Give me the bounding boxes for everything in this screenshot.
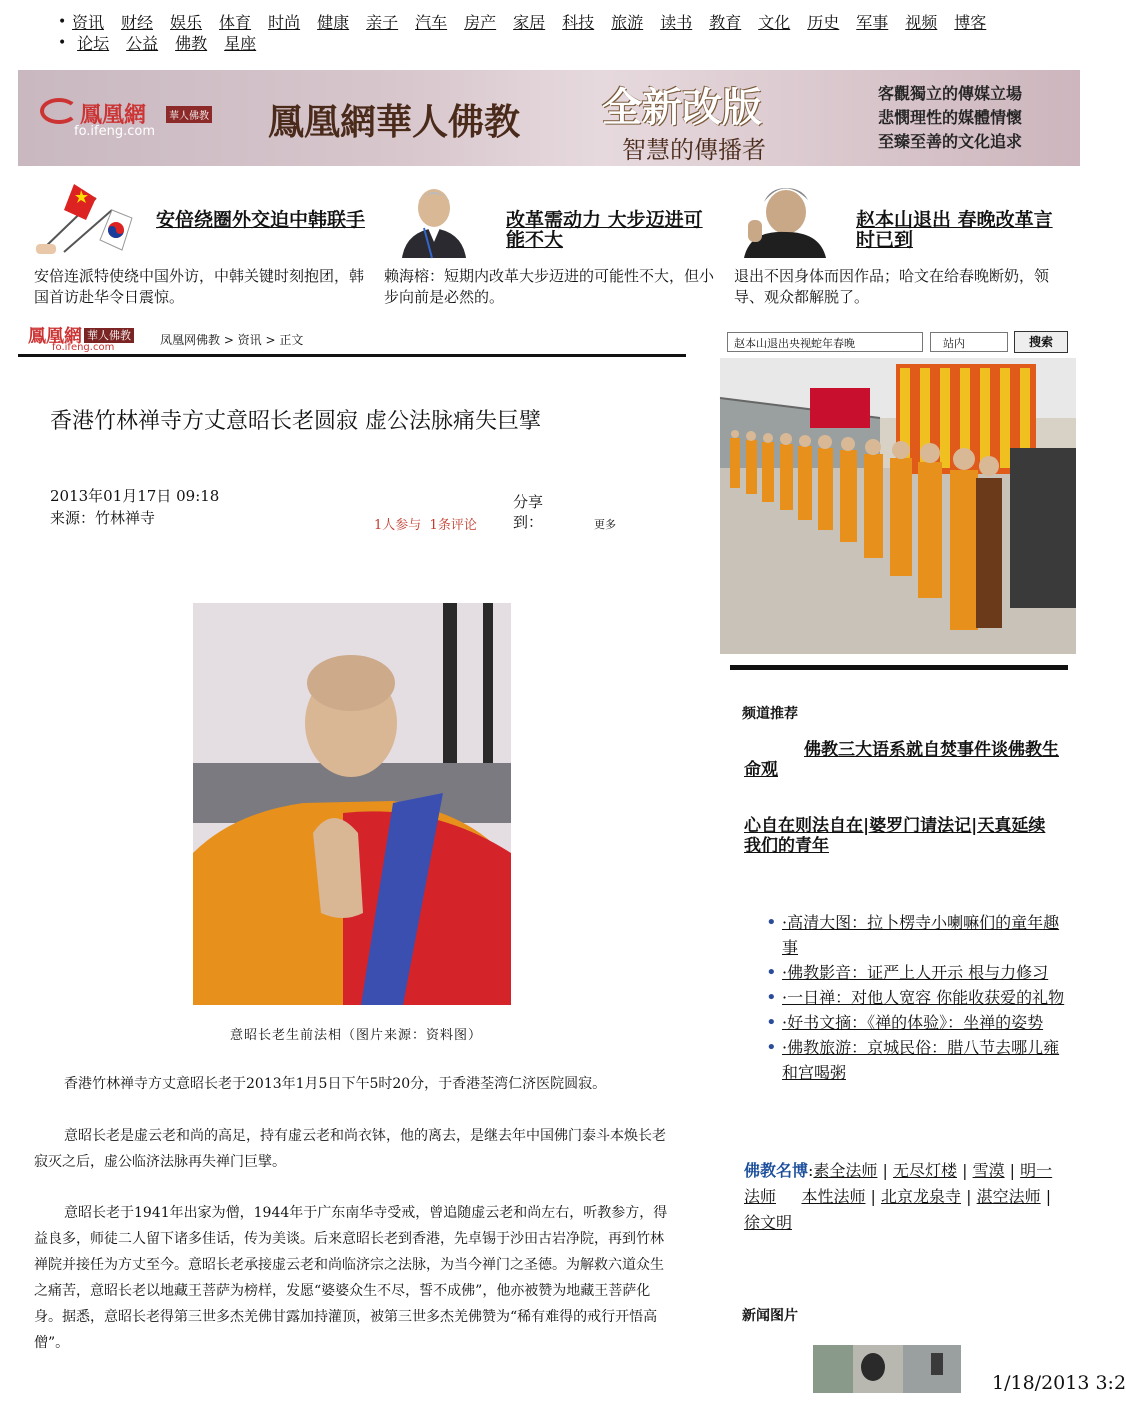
nav-item[interactable]: 星座 — [224, 34, 257, 53]
blog-link[interactable]: 雪漠 — [972, 1161, 1005, 1180]
nav-item[interactable]: 论坛 — [77, 34, 110, 53]
breadcrumb[interactable]: 凤凰网佛教 > 资讯 > 正文 — [160, 333, 304, 347]
article-paragraph: 意昭长老是虚云老和尚的高足，持有虚云老和尚衣钵，他的离去，是继去年中国佛门泰斗本焕长老寂灭之后，虚公临济法脉再失禅门巨擘。 — [34, 1128, 666, 1170]
comments-link[interactable]: 1条评论 — [429, 518, 477, 533]
engagement-links — [374, 514, 477, 533]
recommend-link[interactable]: 心自在则法自在|婆罗门请法记|天真延续我们的青年 — [744, 816, 1046, 856]
recommend-list — [766, 910, 1066, 1085]
nav-item[interactable]: 军事 — [856, 13, 889, 32]
nav-item[interactable]: 健康 — [317, 13, 350, 32]
banner-new-title: 全新改版 — [602, 84, 762, 131]
article-paragraph: 香港竹林禅寺方丈意昭长老于2013年1月5日下午5时20分，于香港荃湾仁济医院圆寂。 — [64, 1076, 607, 1092]
share-label: 分享到： — [513, 493, 544, 531]
photo-caption: 意昭长老生前法相（图片来源：资料图） — [230, 1028, 483, 1043]
nav-item[interactable]: 汽车 — [415, 13, 448, 32]
nav-item[interactable]: 旅游 — [611, 13, 644, 32]
breadcrumb-logo-text: 鳳凰網 — [28, 326, 82, 347]
blog-link[interactable]: 无尽灯楼 — [892, 1161, 957, 1180]
banner-ad[interactable] — [18, 70, 1080, 166]
search-button[interactable]: 搜索 — [1014, 331, 1068, 353]
participants-link[interactable]: 1人参与 — [374, 518, 422, 533]
list-item-label: ·好书文摘：《禅的体验》：坐禅的姿势 — [782, 1013, 1044, 1032]
famous-blogs-label: 佛教名博 — [744, 1161, 809, 1180]
banner-logo-url: fo.ifeng.com — [74, 124, 156, 139]
monk-procession-photo[interactable] — [720, 358, 1076, 654]
list-item-label: ·一日禅：对他人宽容 你能收获爱的礼物 — [782, 988, 1065, 1007]
share-more-link[interactable]: 更多 — [594, 518, 616, 531]
banner-slogan: 悲憫理性的媒體情懷 — [878, 108, 1023, 127]
news-photo-label: 新闻图片 — [742, 1308, 798, 1324]
divider — [18, 354, 686, 357]
nav-item[interactable]: 视频 — [905, 13, 938, 32]
headline-card — [734, 180, 1064, 310]
banner-main-title: 鳳凰網華人佛教 — [268, 101, 521, 143]
headline-desc: 安倍连派特使绕中国外访，中韩关键时刻抱团，韩国首访赴华令日震惊。 — [34, 267, 365, 306]
nav-item[interactable]: 体育 — [219, 13, 252, 32]
nav-item[interactable]: 时尚 — [268, 13, 301, 32]
banner-logo-badge: 華人佛教 — [166, 106, 212, 123]
elder-portrait-photo[interactable] — [193, 603, 511, 1005]
nav-item[interactable]: 历史 — [807, 13, 840, 32]
headline-card — [384, 180, 714, 310]
list-item[interactable] — [766, 985, 1066, 1010]
print-timestamp: 1/18/2013 3:2 — [992, 1372, 1126, 1394]
headline-title[interactable]: 安倍绕圈外交迫中韩联手 — [156, 209, 366, 231]
nav-row-2 — [58, 33, 1058, 54]
news-photo-thumbnail[interactable] — [813, 1345, 961, 1393]
top-nav — [58, 12, 1058, 54]
divider — [730, 665, 1068, 670]
list-item-label: ·高清大图：拉卜楞寺小喇嘛们的童年趣事 — [782, 913, 1060, 957]
person-thumbnail-icon[interactable] — [384, 180, 484, 258]
list-item[interactable] — [766, 910, 1066, 960]
nav-item[interactable]: 娱乐 — [170, 13, 203, 32]
famous-blogs: 佛教名博:素全法师 | 无尽灯楼 | 雪漠 | 明一法师 本性法师 | 北京龙泉寺 | 湛空法师 | 徐文明 — [744, 1161, 1053, 1232]
nav-item[interactable]: 资讯 — [72, 13, 105, 32]
recommend-link[interactable]: 佛教三大语系就自焚事件谈佛教生命观 — [744, 740, 1059, 780]
banner-slogan: 客觀獨立的傳媒立場 — [878, 84, 1023, 103]
nav-item[interactable]: 公益 — [126, 34, 159, 53]
nav-bullet: • — [58, 35, 67, 51]
blog-link[interactable]: 本性法师 — [801, 1187, 866, 1206]
article-paragraph: 意昭长老于1941年出家为僧，1944年于广东南华寺受戒，曾追随虚云老和尚左右，听教参方，得益良多，师徒二人留下诸多佳话，传为美谈。后来意昭长老到香港，先卓锡于沙田古岩净院，再到竹林禅院并接任为方丈至今。意昭长老承接虚云老和尚临济宗之法脉，为当今禅门之圣德。为解救六道众生之痛苦，意昭长老以地藏王菩萨为榜样，发愿“婆婆众生不尽，誓不成佛”，他亦被赞为地藏王菩萨化身。据悉，意昭长老得第三世多杰羌佛甘露加持灌顶，被第三世多杰羌佛赞为“稀有难得的戒行开悟高僧”。 — [34, 1205, 668, 1351]
list-item[interactable] — [766, 1035, 1066, 1085]
blog-link[interactable]: 明一法师 — [744, 1161, 1053, 1206]
nav-item[interactable]: 读书 — [660, 13, 693, 32]
ifeng-logo-icon — [40, 98, 78, 124]
list-item-label: ·佛教旅游：京城民俗：腊八节去哪儿雍和宫喝粥 — [782, 1038, 1060, 1082]
nav-item[interactable]: 佛教 — [175, 34, 208, 53]
nav-row-1 — [58, 12, 1058, 33]
search-scope-select[interactable]: 站内 — [930, 332, 1008, 352]
headline-title[interactable]: 改革需动力 大步迈进可能不大 — [506, 209, 703, 251]
search-input[interactable]: 赵本山退出央视蛇年春晚 — [727, 332, 923, 352]
list-item-label: ·佛教影音：证严上人开示 根与力修习 — [782, 963, 1049, 982]
article-title: 香港竹林禅寺方丈意昭长老圆寂 虚公法脉痛失巨擘 — [50, 409, 541, 434]
blog-link[interactable]: 徐文明 — [744, 1213, 793, 1232]
breadcrumb-logo-badge: 華人佛教 — [84, 328, 134, 343]
nav-item[interactable]: 教育 — [709, 13, 742, 32]
nav-item[interactable]: 博客 — [954, 13, 987, 32]
nav-item[interactable]: 财经 — [121, 13, 154, 32]
list-item[interactable] — [766, 960, 1066, 985]
list-item[interactable] — [766, 1010, 1066, 1035]
nav-bullet: • — [58, 14, 67, 30]
nav-item[interactable]: 亲子 — [366, 13, 399, 32]
headline-title[interactable]: 赵本山退出 春晚改革言时已到 — [856, 209, 1053, 251]
banner-slogans — [878, 82, 1022, 154]
flags-thumbnail-icon[interactable] — [34, 180, 134, 258]
headline-desc: 退出不因身体而因作品；哈文在给春晚断奶，领导、观众都解脱了。 — [734, 267, 1050, 306]
headline-card — [34, 180, 364, 310]
banner-sub-title: 智慧的傳播者 — [622, 136, 766, 164]
blog-link[interactable]: 湛空法师 — [976, 1187, 1041, 1206]
nav-item[interactable]: 家居 — [513, 13, 546, 32]
channel-recommend-label: 频道推荐 — [742, 706, 798, 722]
breadcrumb-logo[interactable] — [28, 322, 134, 353]
blog-link[interactable]: 北京龙泉寺 — [881, 1187, 962, 1206]
article-date: 2013年01月17日 09:18 — [50, 487, 220, 505]
nav-item[interactable]: 文化 — [758, 13, 791, 32]
nav-item[interactable]: 房产 — [464, 13, 497, 32]
headline-desc: 赖海榕：短期内改革大步迈进的可能性不大，但小步向前是必然的。 — [384, 267, 715, 306]
banner-logo-text: 鳳凰網 — [80, 102, 147, 128]
nav-item[interactable]: 科技 — [562, 13, 595, 32]
blog-link[interactable]: 素全法师 — [813, 1161, 878, 1180]
person-thumbnail-icon[interactable] — [734, 180, 834, 258]
banner-slogan: 至臻至善的文化追求 — [878, 132, 1023, 151]
article-source: 来源：竹林禅寺 — [50, 509, 156, 527]
breadcrumb-logo-url: fo.ifeng.com — [52, 342, 115, 353]
